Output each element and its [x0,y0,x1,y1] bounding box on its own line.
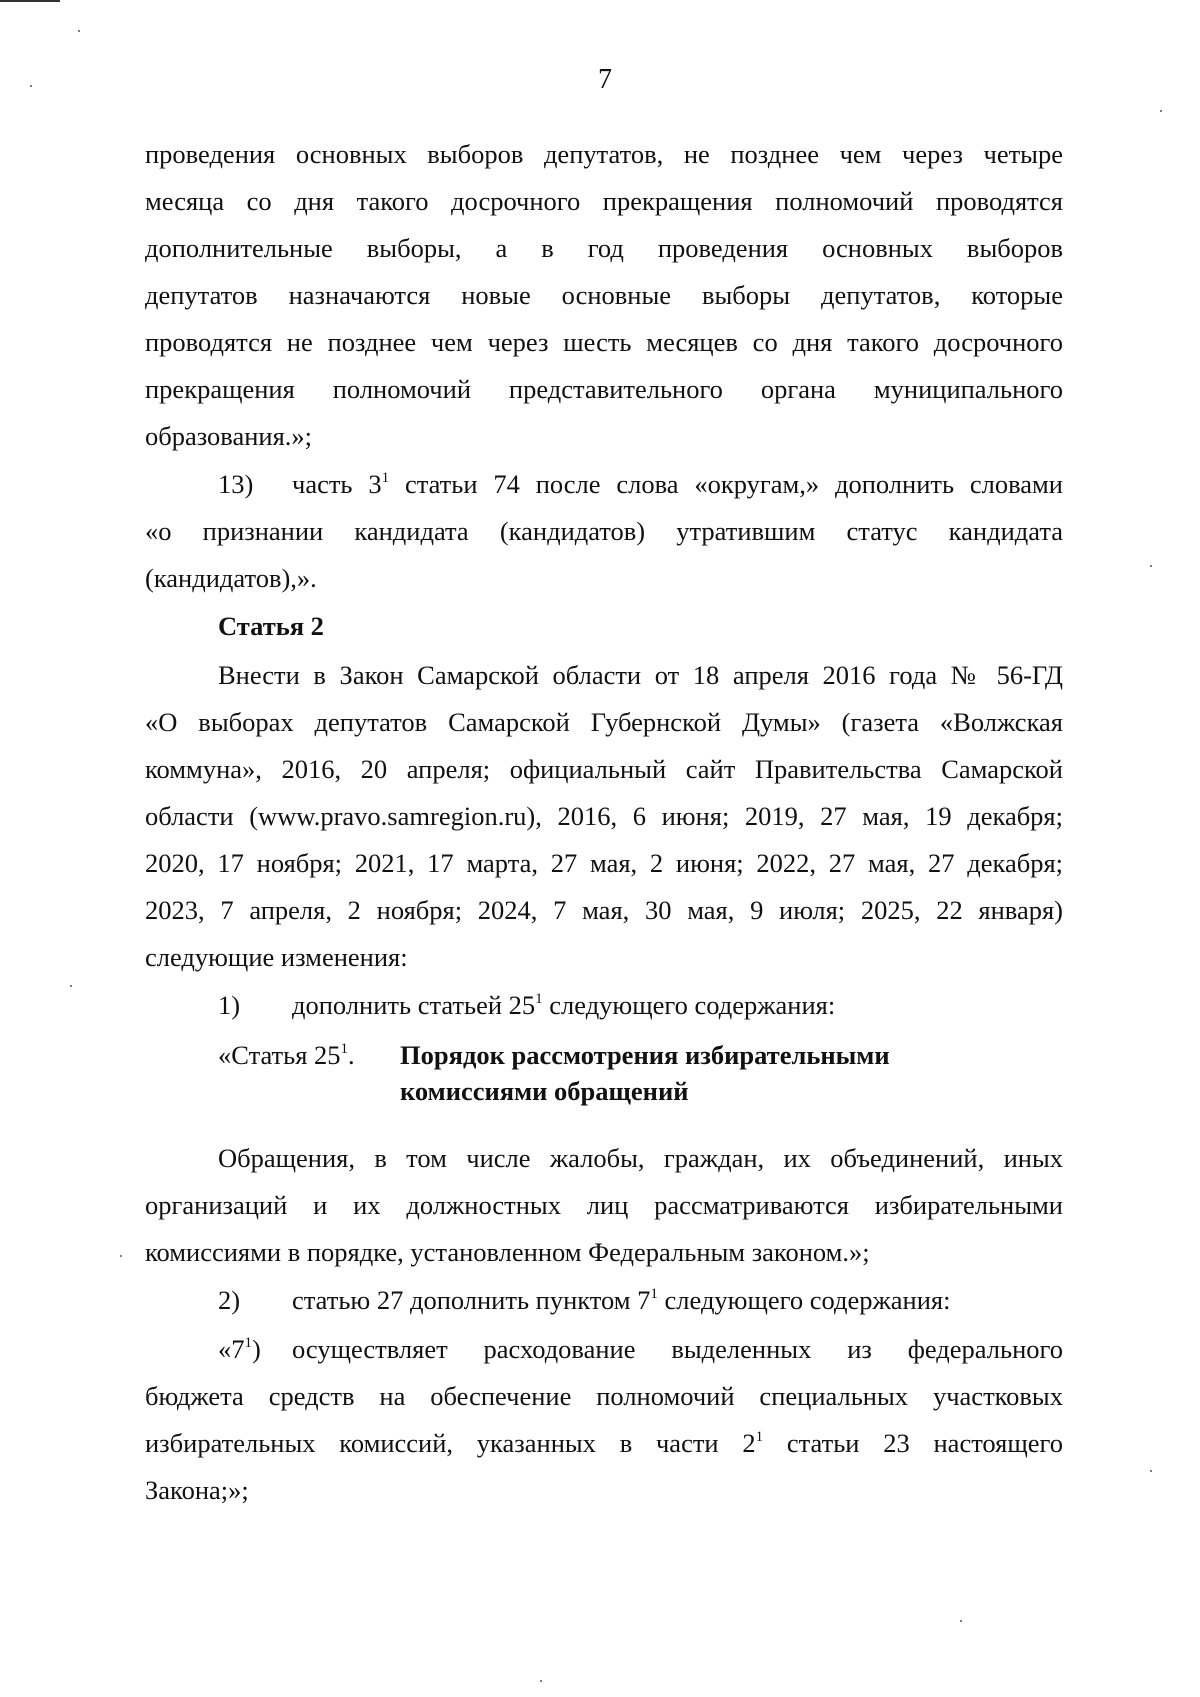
paragraph-line: 2023, 7 апреля, 2 ноября; 2024, 7 мая, 30 мая, 9 июля; 2025, 22 января) [145,895,1063,925]
article-label: «Статья $25^1$. [218,1040,355,1070]
paragraph-line: Закона;»; [145,1475,249,1505]
scan-speck [1150,1470,1152,1472]
list-number: 2) [218,1285,241,1315]
paragraph-line: осуществляет расходование выделенных из федерального [292,1334,1063,1364]
scan-speck [1150,565,1152,567]
paragraph-line: следующие изменения: [145,942,408,972]
list-number: 13) [218,469,254,499]
paragraph-line: 2020, 17 ноября; 2021, 17 марта, 27 мая, 2 июня; 2022, 27 мая, 27 декабря; [145,848,1063,878]
paragraph-line: организаций и их должностных лиц рассматриваются избирательными [145,1190,1063,1220]
article-title: Порядок рассмотрения избирательными [400,1040,890,1070]
paragraph-line: дополнительные выборы, а в год проведения основных выборов [145,233,1063,263]
article-heading: Статья 2 [218,611,324,641]
paragraph-line: проводятся не позднее чем через шесть месяцев со дня такого досрочного [145,327,1063,357]
paragraph-line: прекращения полномочий представительного органа муниципального [145,374,1063,404]
page-number: 7 [598,64,612,95]
paragraph-line: коммуна», 2016, 20 апреля; официальный сайт Правительства Самарской [145,754,1063,784]
scan-speck [960,1620,962,1622]
paragraph-line: области (www.pravo.samregion.ru), 2016, 6 июня; 2019, 27 мая, 19 декабря; [145,801,1063,831]
scan-speck [70,985,72,987]
list-item-text: дополнить статьей $25^1$ следующего содержания: [292,990,836,1020]
paragraph-line: депутатов назначаются новые основные выборы депутатов, которые [145,280,1063,310]
paragraph-line: месяца со дня такого досрочного прекращения полномочий проводятся [145,186,1063,216]
scan-speck [30,85,32,87]
paragraph-line: Обращения, в том числе жалобы, граждан, их объединений, иных [218,1143,1063,1173]
scan-edge-mark [0,0,60,2]
paragraph-line: Внести в Закон Самарской области от 18 апреля 2016 года № 56-ГД [218,660,1063,690]
article-title: комиссиями обращений [400,1076,689,1106]
paragraph-line: (кандидатов),». [145,563,317,593]
scan-speck [540,1680,542,1682]
list-item-text: часть $3^1$ статьи 74 после слова «округам,» дополнить словами [292,469,1063,499]
paragraph-line: избирательных комиссий, указанных в части $2^1$ статьи 23 настоящего [145,1428,1063,1458]
paragraph-line: проведения основных выборов депутатов, не позднее чем через четыре [145,139,1063,169]
scan-speck [120,1255,122,1257]
scan-speck [1160,110,1162,112]
list-number: 1) [218,990,241,1020]
paragraph-line: «о признании кандидата (кандидатов) утратившим статус кандидата [145,516,1063,546]
paragraph-line: «О выборах депутатов Самарской Губернской Думы» (газета «Волжская [145,707,1063,737]
paragraph-line: образования.»; [145,421,313,451]
scan-speck [78,30,80,32]
paragraph-line: бюджета средств на обеспечение полномочий специальных участковых [145,1381,1063,1411]
list-item-text: статью 27 дополнить пунктом $7^1$ следующего содержания: [292,1285,951,1315]
point-number: «$7^1$) [218,1334,261,1364]
paragraph-line: комиссиями в порядке, установленном Федеральным законом.»; [145,1237,870,1267]
